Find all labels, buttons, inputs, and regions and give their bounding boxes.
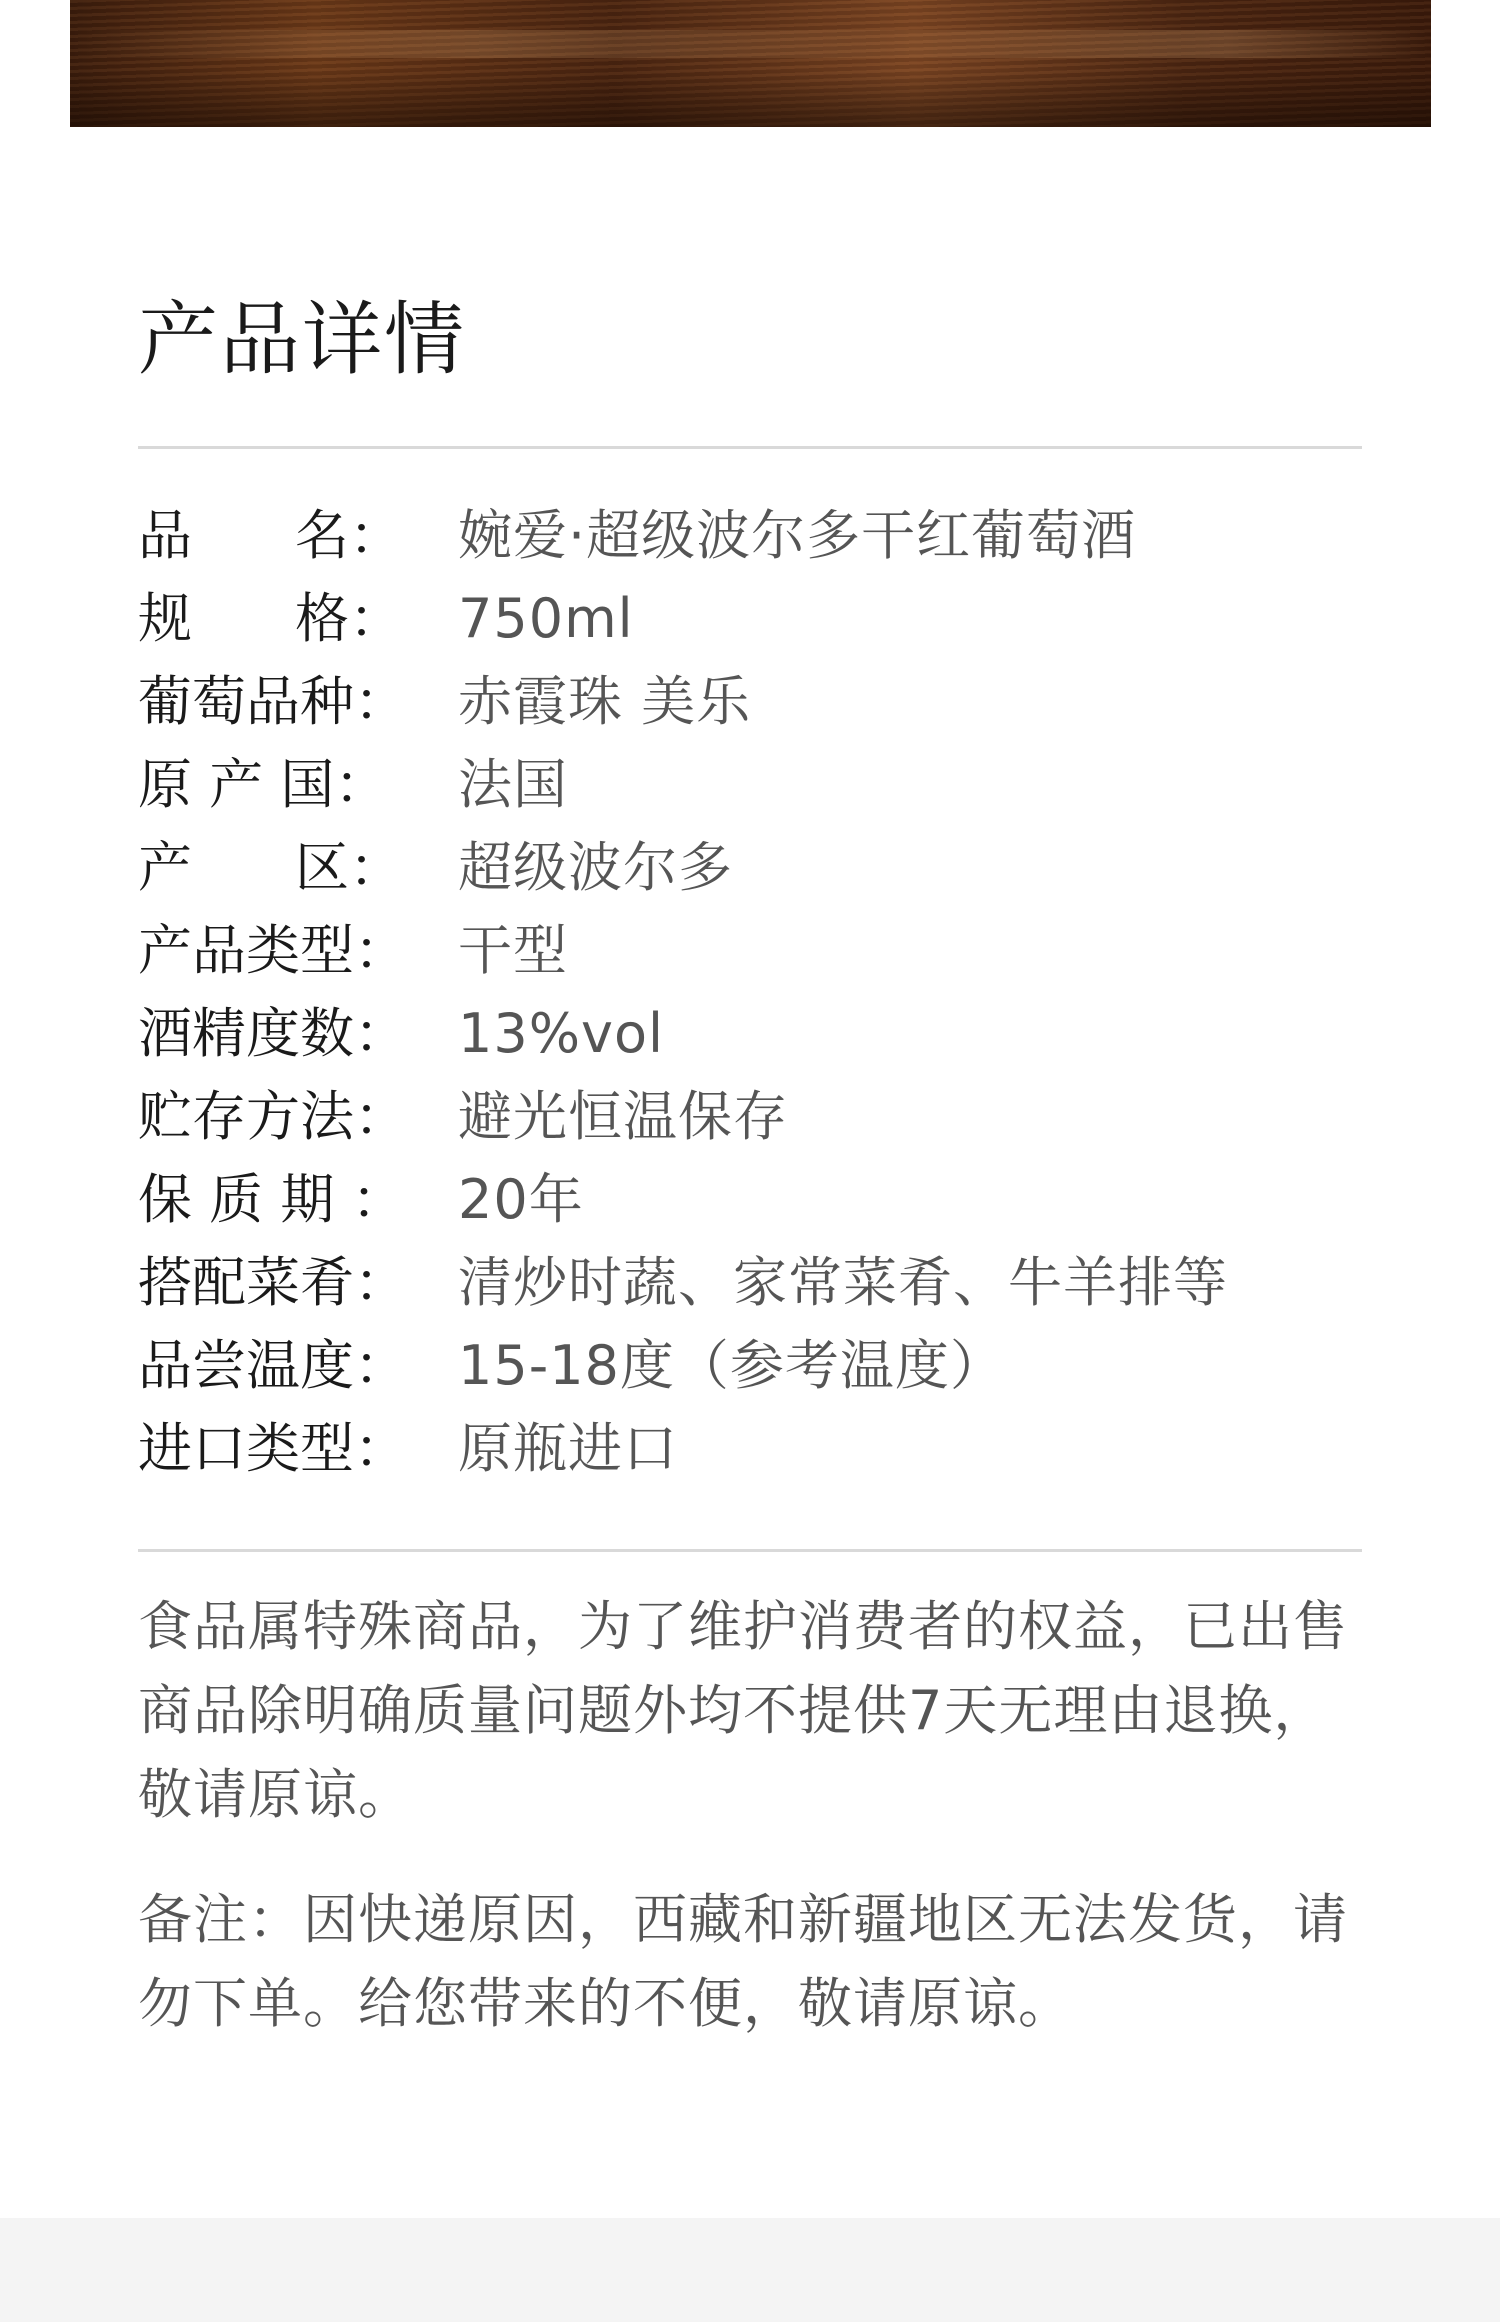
spec-label: 原 产 国：	[138, 753, 389, 816]
product-banner-image	[70, 0, 1431, 127]
spec-row-type	[138, 909, 1388, 992]
spec-label: 规 格：	[138, 587, 403, 650]
spec-row-grape-variety	[138, 660, 1388, 743]
spec-value: 法国	[458, 753, 568, 816]
spec-row-import-type	[138, 1407, 1388, 1490]
spec-label: 进口类型：	[138, 1417, 408, 1480]
spec-label: 搭配菜肴：	[138, 1251, 408, 1314]
spec-row-country	[138, 743, 1388, 826]
spec-label: 酒精度数：	[138, 1002, 408, 1065]
spec-value: 赤霞珠 美乐	[458, 670, 752, 733]
spec-label: 贮存方法：	[138, 1085, 408, 1148]
spec-value: 婉爱·超级波尔多干红葡萄酒	[458, 504, 1137, 567]
spec-label: 品尝温度：	[138, 1334, 408, 1397]
spec-value: 750ml	[458, 587, 634, 650]
spec-list	[138, 494, 1388, 1490]
section-title: 产品详情	[138, 293, 466, 386]
spec-row-product-name	[138, 494, 1388, 577]
spec-value: 20年	[458, 1168, 584, 1231]
spec-row-alcohol	[138, 992, 1388, 1075]
spec-row-storage	[138, 1075, 1388, 1158]
shipping-remark: 备注：因快递原因，西藏和新疆地区无法发货，请勿下单。给您带来的不便，敬请原谅。	[138, 1888, 1348, 2035]
spec-row-volume	[138, 577, 1388, 660]
spec-row-region	[138, 826, 1388, 909]
spec-label: 产 区：	[138, 836, 403, 899]
spec-value: 15-18度（参考温度）	[458, 1334, 1005, 1397]
spec-label: 品 名：	[138, 504, 403, 567]
footer-band	[0, 2218, 1500, 2322]
divider-bottom	[138, 1549, 1362, 1552]
spec-value: 清炒时蔬、家常菜肴、牛羊排等	[458, 1251, 1228, 1314]
spec-row-food-pairing	[138, 1241, 1388, 1324]
spec-value: 避光恒温保存	[458, 1085, 788, 1148]
spec-label: 葡萄品种：	[138, 670, 408, 733]
spec-row-serving-temperature	[138, 1324, 1388, 1407]
spec-row-shelf-life	[138, 1158, 1388, 1241]
banner-wood-texture	[70, 30, 1431, 58]
spec-value: 干型	[458, 919, 568, 982]
spec-label: 产品类型：	[138, 919, 408, 982]
spec-label: 保 质 期 ：	[138, 1168, 406, 1231]
divider-top	[138, 446, 1362, 449]
spec-value: 原瓶进口	[458, 1417, 678, 1480]
spec-value: 超级波尔多	[458, 836, 733, 899]
return-policy-notice: 食品属特殊商品，为了维护消费者的权益，已出售商品除明确质量问题外均不提供7天无理由退换，敬请原谅。	[138, 1595, 1348, 1826]
spec-value: 13%vol	[458, 1002, 665, 1065]
